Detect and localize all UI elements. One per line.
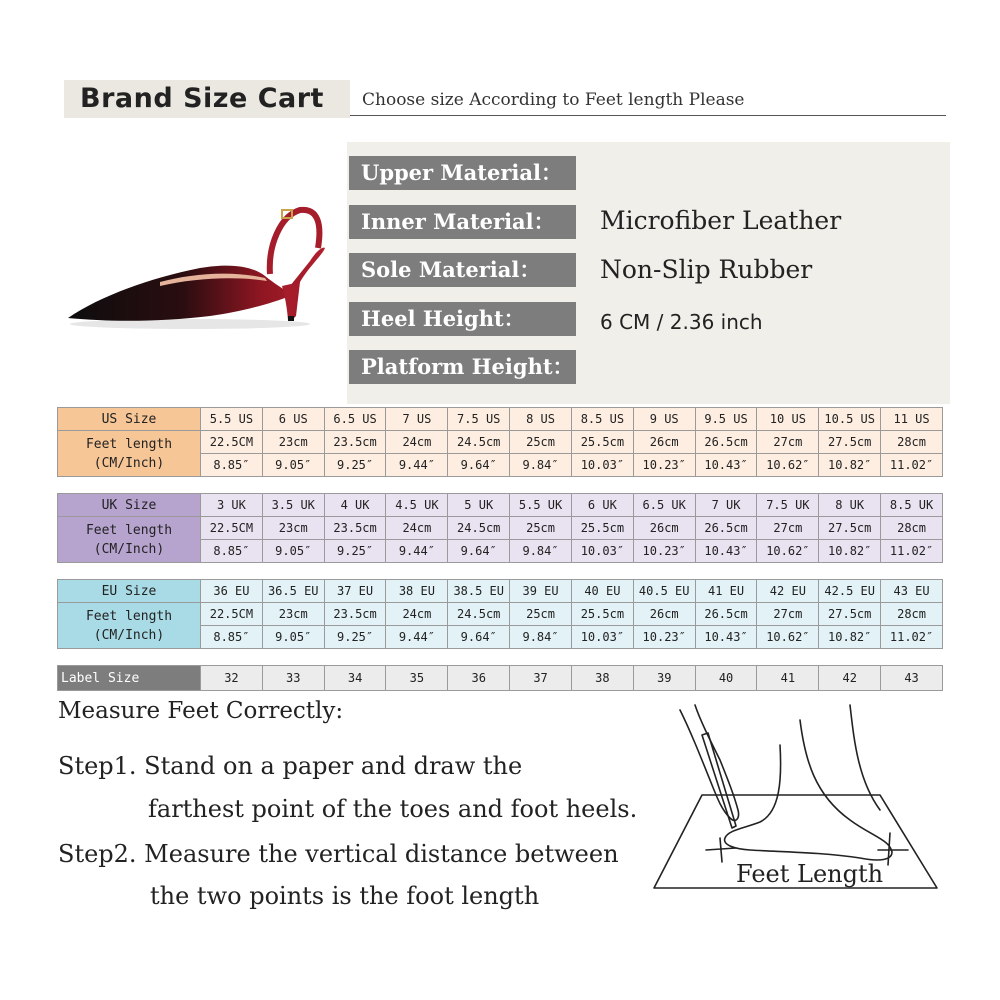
uk-size-cell: 4.5 UK (386, 494, 448, 517)
eu-size-row (58, 580, 943, 603)
eu-size-label: EU Size (58, 580, 201, 603)
eu-size-cell: 38 EU (386, 580, 448, 603)
label-size-cell: 39 (633, 666, 695, 691)
us-cm-cell: 25cm (510, 431, 572, 454)
uk-inch-cell: 10.23″ (633, 540, 695, 563)
us-size-row (58, 408, 943, 431)
eu-inch-cell: 9.25″ (324, 626, 386, 649)
us-size-cell: 7 US (386, 408, 448, 431)
feet-length-text: Feet length (85, 436, 173, 452)
uk-inch-cell: 9.25″ (324, 540, 386, 563)
eu-cm-cell: 22.5CM (201, 603, 263, 626)
us-cm-cell: 24cm (386, 431, 448, 454)
uk-size-cell: 3.5 UK (262, 494, 324, 517)
step2-line2: the two points is the foot length (150, 882, 540, 910)
eu-inch-cell: 11.02″ (881, 626, 943, 649)
us-feet-length-label (58, 431, 201, 477)
slingback-heel-image (60, 196, 340, 336)
us-size-cell: 9 US (633, 408, 695, 431)
uk-inch-cell: 10.82″ (819, 540, 881, 563)
uk-size-label: UK Size (58, 494, 201, 517)
heel-tip (288, 316, 294, 321)
feet-length-text: Feet length (85, 522, 173, 538)
uk-size-cell: 3 UK (201, 494, 263, 517)
uk-cm-cell: 26cm (633, 517, 695, 540)
eu-inch-cell: 9.64″ (448, 626, 510, 649)
us-cm-cell: 23cm (262, 431, 324, 454)
uk-cm-cell: 26.5cm (695, 517, 757, 540)
eu-cm-cell: 28cm (881, 603, 943, 626)
uk-inch-cell: 11.02″ (881, 540, 943, 563)
eu-size-table (57, 579, 943, 649)
uk-cm-cell: 27.5cm (819, 517, 881, 540)
sole-material-label: Sole Material： (349, 253, 576, 287)
us-cm-cell: 26cm (633, 431, 695, 454)
label-size-cell: 37 (510, 666, 572, 691)
eu-cm-cell: 24cm (386, 603, 448, 626)
us-cm-cell: 28cm (881, 431, 943, 454)
eu-size-cell: 42.5 EU (819, 580, 881, 603)
uk-inch-cell: 10.03″ (571, 540, 633, 563)
eu-inch-cell: 10.62″ (757, 626, 819, 649)
inner-material-label: Inner Material： (349, 205, 576, 239)
us-size-cell: 10.5 US (819, 408, 881, 431)
uk-size-cell: 8 UK (819, 494, 881, 517)
us-inch-cell: 9.64″ (448, 454, 510, 477)
eu-size-cell: 37 EU (324, 580, 386, 603)
label-size-row (58, 666, 943, 691)
us-cm-row (58, 431, 943, 454)
us-inch-cell: 10.03″ (571, 454, 633, 477)
uk-size-cell: 5.5 UK (510, 494, 572, 517)
us-cm-cell: 27.5cm (819, 431, 881, 454)
us-inch-cell: 9.05″ (262, 454, 324, 477)
uk-size-cell: 7.5 UK (757, 494, 819, 517)
sole-material-value: Non-Slip Rubber (600, 255, 813, 284)
uk-size-cell: 4 UK (324, 494, 386, 517)
measure-title: Measure Feet Correctly: (58, 698, 344, 724)
step1-line2: farthest point of the toes and foot heels. (148, 795, 638, 823)
uk-inch-cell: 9.84″ (510, 540, 572, 563)
pencil-outline (702, 733, 736, 828)
toe-mark (706, 838, 736, 862)
eu-cm-cell: 27cm (757, 603, 819, 626)
shoe-shadow (70, 319, 310, 329)
eu-cm-cell: 24.5cm (448, 603, 510, 626)
us-size-table (57, 407, 943, 477)
us-size-cell: 5.5 US (201, 408, 263, 431)
us-cm-cell: 26.5cm (695, 431, 757, 454)
uk-cm-cell: 22.5CM (201, 517, 263, 540)
uk-cm-cell: 28cm (881, 517, 943, 540)
eu-inch-cell: 10.23″ (633, 626, 695, 649)
inner-material-value: Microfiber Leather (600, 206, 842, 235)
eu-size-cell: 39 EU (510, 580, 572, 603)
eu-size-cell: 40.5 EU (633, 580, 695, 603)
us-cm-cell: 27cm (757, 431, 819, 454)
uk-inch-cell: 8.85″ (201, 540, 263, 563)
platform-height-label: Platform Height： (349, 350, 576, 384)
label-size-cell: 32 (201, 666, 263, 691)
eu-size-cell: 40 EU (571, 580, 633, 603)
label-size-cell: 40 (695, 666, 757, 691)
us-inch-cell: 10.23″ (633, 454, 695, 477)
uk-size-table (57, 493, 943, 563)
label-size-cell: 33 (262, 666, 324, 691)
uk-cm-cell: 23.5cm (324, 517, 386, 540)
uk-cm-cell: 25cm (510, 517, 572, 540)
us-cm-cell: 24.5cm (448, 431, 510, 454)
us-inch-cell: 9.25″ (324, 454, 386, 477)
eu-cm-cell: 23.5cm (324, 603, 386, 626)
us-inch-cell: 8.85″ (201, 454, 263, 477)
us-inch-cell: 10.43″ (695, 454, 757, 477)
uk-size-cell: 5 UK (448, 494, 510, 517)
us-size-cell: 9.5 US (695, 408, 757, 431)
uk-size-cell: 6 UK (571, 494, 633, 517)
label-size-cell: 38 (571, 666, 633, 691)
uk-cm-cell: 27cm (757, 517, 819, 540)
us-inch-cell: 10.62″ (757, 454, 819, 477)
uk-cm-cell: 25.5cm (571, 517, 633, 540)
uk-cm-cell: 24.5cm (448, 517, 510, 540)
eu-cm-cell: 25.5cm (571, 603, 633, 626)
label-size-cell: 43 (881, 666, 943, 691)
cm-inch-text: (CM/Inch) (93, 455, 165, 471)
uk-size-row (58, 494, 943, 517)
us-inch-cell: 9.44″ (386, 454, 448, 477)
eu-inch-cell: 9.05″ (262, 626, 324, 649)
uk-inch-cell: 9.44″ (386, 540, 448, 563)
page-subtitle: Choose size According to Feet length Please (362, 90, 745, 110)
label-size-cell: 42 (819, 666, 881, 691)
uk-cm-cell: 24cm (386, 517, 448, 540)
heel-height-value: 6 CM / 2.36 inch (600, 310, 763, 334)
uk-size-cell: 7 UK (695, 494, 757, 517)
header-divider (350, 115, 946, 116)
us-cm-cell: 22.5CM (201, 431, 263, 454)
label-size-cell: 41 (757, 666, 819, 691)
us-cm-cell: 23.5cm (324, 431, 386, 454)
eu-cm-cell: 25cm (510, 603, 572, 626)
upper-material-label: Upper Material： (349, 156, 576, 190)
eu-inch-cell: 10.43″ (695, 626, 757, 649)
us-inch-cell: 11.02″ (881, 454, 943, 477)
eu-inch-cell: 10.03″ (571, 626, 633, 649)
us-size-cell: 8 US (510, 408, 572, 431)
eu-size-cell: 36.5 EU (262, 580, 324, 603)
us-inch-cell: 10.82″ (819, 454, 881, 477)
eu-feet-length-label (58, 603, 201, 649)
us-size-cell: 7.5 US (448, 408, 510, 431)
shoe-body (68, 248, 325, 321)
label-size-cell: 36 (448, 666, 510, 691)
uk-size-cell: 8.5 UK (881, 494, 943, 517)
eu-cm-cell: 27.5cm (819, 603, 881, 626)
uk-inch-cell: 10.43″ (695, 540, 757, 563)
eu-size-cell: 41 EU (695, 580, 757, 603)
eu-size-cell: 36 EU (201, 580, 263, 603)
uk-cm-cell: 23cm (262, 517, 324, 540)
foot-outline (725, 720, 892, 860)
eu-inch-cell: 9.84″ (510, 626, 572, 649)
eu-size-cell: 42 EU (757, 580, 819, 603)
label-size-cell: 34 (324, 666, 386, 691)
page-title: Brand Size Cart (64, 80, 350, 118)
eu-size-cell: 38.5 EU (448, 580, 510, 603)
uk-cm-row (58, 517, 943, 540)
us-size-label: US Size (58, 408, 201, 431)
cm-inch-text: (CM/Inch) (93, 627, 165, 643)
uk-inch-cell: 10.62″ (757, 540, 819, 563)
eu-inch-cell: 8.85″ (201, 626, 263, 649)
us-size-cell: 10 US (757, 408, 819, 431)
us-size-cell: 11 US (881, 408, 943, 431)
eu-cm-row (58, 603, 943, 626)
us-size-cell: 8.5 US (571, 408, 633, 431)
step1-line1: Step1. Stand on a paper and draw the (58, 752, 523, 780)
uk-size-cell: 6.5 UK (633, 494, 695, 517)
uk-inch-cell: 9.05″ (262, 540, 324, 563)
label-size-label: Label Size (58, 666, 201, 691)
feet-length-text: Feet length (85, 608, 173, 624)
eu-inch-cell: 9.44″ (386, 626, 448, 649)
us-cm-cell: 25.5cm (571, 431, 633, 454)
eu-cm-cell: 23cm (262, 603, 324, 626)
cm-inch-text: (CM/Inch) (93, 541, 165, 557)
feet-length-caption: Feet Length (736, 860, 884, 888)
us-size-cell: 6.5 US (324, 408, 386, 431)
uk-feet-length-label (58, 517, 201, 563)
eu-cm-cell: 26.5cm (695, 603, 757, 626)
us-inch-cell: 9.84″ (510, 454, 572, 477)
step2-line1: Step2. Measure the vertical distance between (58, 840, 619, 868)
heel-height-label: Heel Height： (349, 302, 576, 336)
eu-inch-cell: 10.82″ (819, 626, 881, 649)
eu-cm-cell: 26cm (633, 603, 695, 626)
label-size-cell: 35 (386, 666, 448, 691)
label-size-table (57, 665, 943, 691)
uk-inch-cell: 9.64″ (448, 540, 510, 563)
us-size-cell: 6 US (262, 408, 324, 431)
eu-size-cell: 43 EU (881, 580, 943, 603)
